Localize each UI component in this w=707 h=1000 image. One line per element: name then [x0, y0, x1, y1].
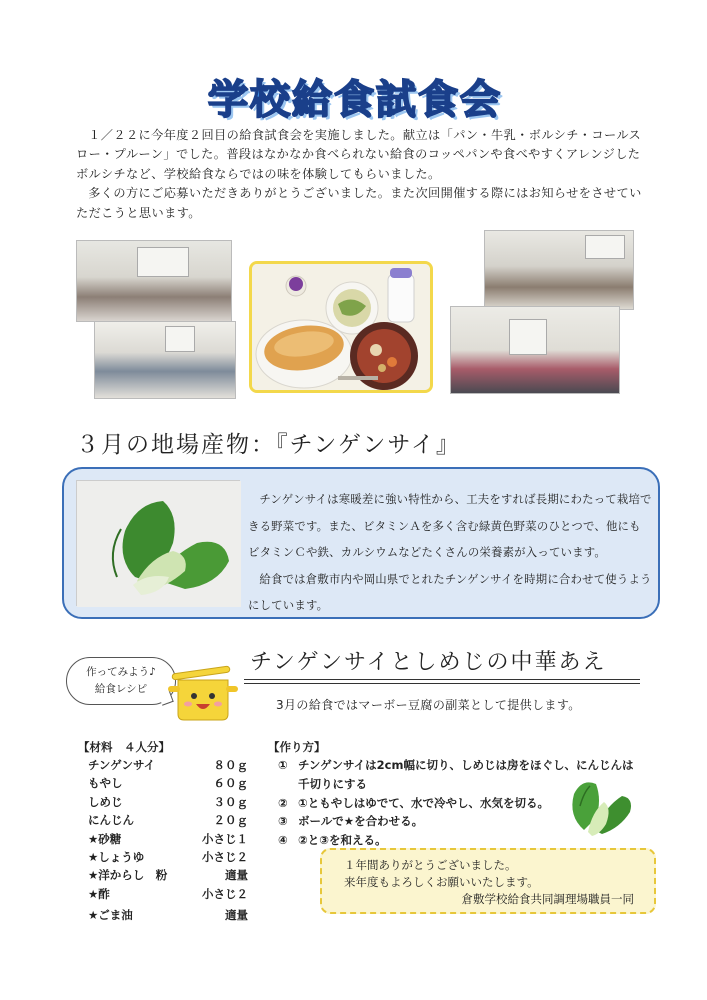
local-produce-paragraph-1: チンゲンサイは寒暖差に強い特性から、工夫をすれば長期にわたって栽培できる野菜です。また、ビタミンＡを多く含む緑黄色野菜のひとつで、他にもビタミンＣや鉄、カルシウムなどたくさんの栄養素が入っています。: [248, 492, 652, 559]
ingredient-row: しめじ ３０ｇ: [88, 794, 248, 809]
thanks-line-1: １年間ありがとうございました。: [344, 858, 517, 872]
thanks-message-box: [320, 848, 656, 914]
intro-text: [76, 126, 648, 223]
ingredient-row: ★酢 小さじ２: [88, 886, 248, 901]
ingredient-row: ★洋からし 粉 適量: [88, 868, 248, 883]
tasting-event-photo-1: [76, 240, 232, 322]
tasting-event-photo-2: [94, 321, 236, 399]
local-produce-heading: ３月の地場産物：『チンゲンサイ』: [76, 432, 461, 458]
ingredients-list: [88, 757, 248, 926]
tasting-event-photo-3: [484, 230, 634, 310]
intro-paragraph-2: 多くの方にご応募いただきありがとうございました。また次回開催する際にはお知らせをさせていただこうと思います。: [76, 186, 642, 220]
step-item: ② ①ともやしはゆでて、水で冷やし、水気を切る。: [278, 795, 550, 810]
local-produce-text: [248, 486, 652, 619]
ingredient-row: ★ごま油 適量: [88, 908, 248, 923]
local-produce-paragraph-2: 給食では倉敷市内や岡山県でとれたチンゲンサイを時期に合わせて使うようにしています。: [248, 571, 652, 612]
bubble-line-1: 作ってみよう♪: [86, 666, 156, 678]
step-item: ④ ②と③を和える。: [278, 833, 387, 848]
thanks-signature: 倉敷学校給食共同調理場職員一同: [461, 892, 634, 906]
ingredient-row: ★しょうゆ 小さじ２: [88, 849, 248, 864]
intro-paragraph-1: １／２２に今年度２回目の給食試食会を実施しました。献立は「パン・牛乳・ボルシチ・コールスロー・プルーン」でした。普段はなかなか食べられない給食のコッペパンや食べやすくアレンジしたボルシチなど、学校給食ならではの味を体験してもらいました。: [76, 128, 642, 181]
ingredient-row: ★砂糖 小さじ１: [88, 831, 248, 846]
cooking-pot-icon: [166, 662, 244, 724]
tasting-event-photo-4: [450, 306, 620, 394]
ingredient-row: チンゲンサイ ８０ｇ: [88, 758, 248, 772]
step-item: ③ ボールで★を合わせる。: [278, 814, 424, 829]
bubble-line-2: 給食レシピ: [94, 683, 148, 695]
page-title: 学校給食試食会: [208, 77, 502, 123]
thanks-line-2: 来年度もよろしくお願いいたします。: [344, 875, 539, 889]
bok-choy-photo: [76, 480, 240, 606]
recipe-title-underline: [244, 679, 640, 680]
steps-heading: 【作り方】: [268, 740, 326, 754]
recipe-title: チンゲンサイとしめじの中華あえ: [250, 650, 607, 675]
step-item: ① チンゲンサイは2cm幅に切り、しめじは房をほぐし、にんじんは千切りにする: [278, 758, 634, 791]
recipe-subtitle: 3月の給食ではマーボー豆腐の副菜として提供します。: [276, 698, 581, 712]
ingredient-row: もやし ６０ｇ: [88, 776, 248, 791]
ingredients-heading: 【材料 ４人分】: [78, 740, 170, 754]
bok-choy-illustration-icon: [566, 772, 634, 838]
school-lunch-photo: [249, 261, 433, 393]
ingredient-row: にんじん ２０ｇ: [88, 813, 248, 828]
recipe-title-underline-2: [244, 683, 640, 684]
